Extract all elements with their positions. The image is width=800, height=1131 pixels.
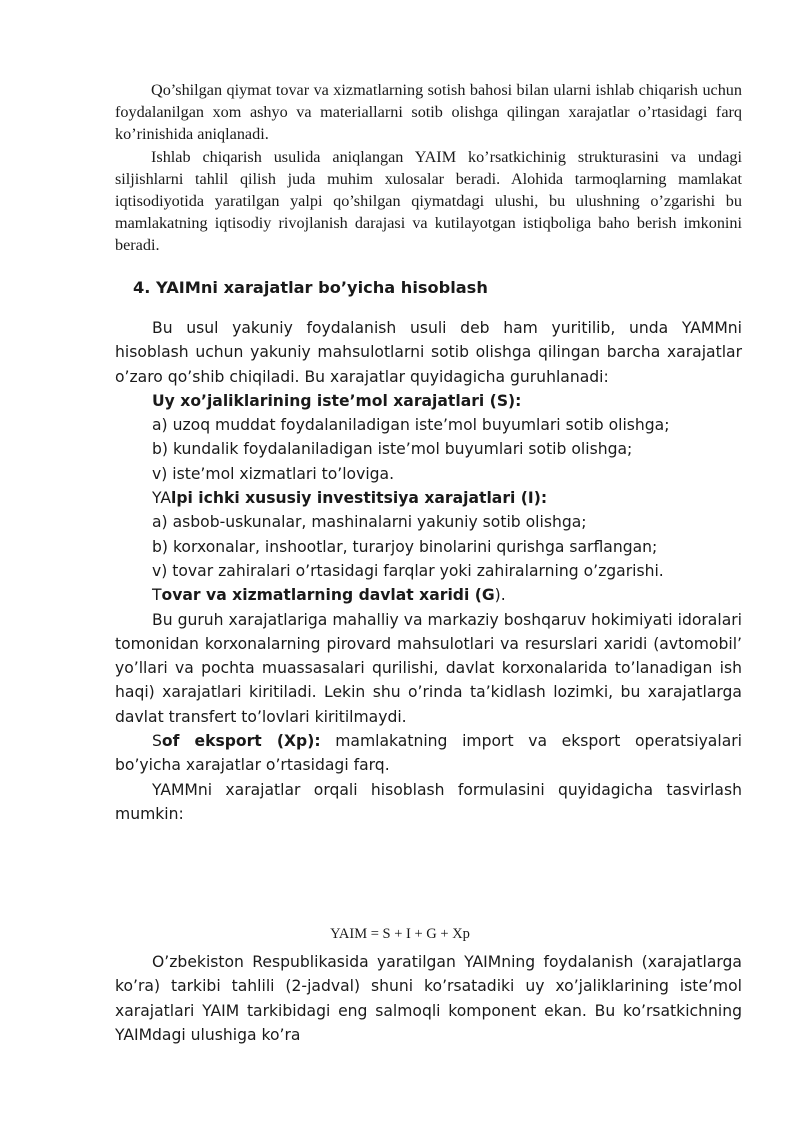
consumption-item-b: b) kundalik foydalaniladigan iste’mol buyumlari sotib olishga;	[152, 440, 633, 459]
government-title	[115, 583, 742, 607]
investment-item-a: a) asbob-uskunalar, mashinalarni yakuniy sotib olishga;	[152, 513, 587, 532]
investment-item-v: v) tovar zahiralari o’rtasidagi farqlar yoki zahiralarning o’zgarishi.	[152, 561, 664, 580]
net-export-paragraph	[115, 729, 742, 778]
section-heading: 4. YAIMni xarajatlar bo’yicha hisoblash	[133, 278, 488, 297]
intro-paragraph-1: Qo’shilgan qiymat tovar va xizmatlarning sotish bahosi bilan ularni ishlab chiqarish uchun foydalanilgan xom ashyo va materiallarni sotib olishga qilingan xarajatlar o’rtasidagi farq ko’rinishida aniqlanadi.	[115, 81, 742, 144]
government-title-lead: T	[152, 586, 162, 605]
net-export-text: mamlakatning import va eksport operatsiyalari bo’yicha xarajatlar o’rtasidagi farq.	[115, 732, 742, 775]
government-title-bold: ovar va xizmatlarning davlat xaridi (G	[161, 586, 495, 605]
consumption-item-v: v) iste’mol xizmatlari to’loviga.	[152, 464, 395, 483]
government-paragraph: Bu guruh xarajatlariga mahalliy va markaziy boshqaruv hokimiyati idoralari tomonidan korxonalarning pirovard mahsulotlari va resurslari xaridi (avtomobil’ yo’llari va pochta muassasalari qurilishi, davlat korxonalarida to’lanadigan ish haqi) xarajatlari kiritiladi. Lekin shu o’rinda ta’kidlash lozimki, bu xarajatlarga davlat transfert to’lovlari kiritilmaydi.	[115, 610, 742, 726]
consumption-item-a: a) uzoq muddat foydalaniladigan iste’mol buyumlari sotib olishga;	[152, 416, 670, 435]
investment-title	[115, 486, 742, 510]
government-title-tail: ).	[494, 586, 506, 605]
net-export-lead: S	[152, 732, 162, 751]
net-export-title: of eksport (Xp):	[161, 732, 321, 751]
section-body	[115, 316, 742, 826]
intro-text	[115, 79, 742, 257]
formula: YAIM = S + I + G + Xp	[330, 926, 470, 942]
consumption-title: Uy xo’jaliklarining iste’mol xarajatlari (S):	[152, 391, 522, 410]
investment-title-rest: lpi ichki xususiy investitsiya xarajatlari (I):	[170, 489, 548, 508]
investment-item-b: b) korxonalar, inshootlar, turarjoy binolarini qurishga sarflangan;	[152, 537, 658, 556]
formula-intro-paragraph: YAMMni xarajatlar orqali hisoblash formulasini quyidagicha tasvirlash mumkin:	[115, 780, 742, 823]
intro-paragraph-2: Ishlab chiqarish usulida aniqlangan YAIM ko’rsatkichinig strukturasini va undagi siljishlarni tahlil qilish juda muhim xulosalar beradi. Alohida tarmoqlarning mamlakat iqtisodiyotida yaratilgan yalpi qo’shilgan qiymatdagi ulushi, bu ulushning o’zgarishi bu mamlakatning iqtisodiy rivojlanish darajasi va kutilayotgan istiqboliga baho berish imkonini beradi.	[115, 147, 742, 255]
closing-text	[115, 950, 742, 1047]
closing-paragraph: O’zbekiston Respublikasida yaratilgan YAIMning foydalanish (xarajatlarga ko’ra) tarkibi tahlili (2-jadval) shuni ko’rsatadiki uy xo’jaliklarining iste’mol xarajatlari YAIM tarkibidagi eng salmoqli komponent ekan. Bu ko’rsatkichning YAIMdagi ulushiga ko’ra	[115, 953, 742, 1044]
investment-title-lead: YA	[152, 489, 171, 508]
section-intro-paragraph: Bu usul yakuniy foydalanish usuli deb ham yuritilib, unda YAMMni hisoblash uchun yakuniy mahsulotlarni sotib olishga qilingan barcha xarajatlar o’zaro qo’shib chiqiladi. Bu xarajatlar quyidagicha guruhlanadi:	[115, 319, 742, 386]
